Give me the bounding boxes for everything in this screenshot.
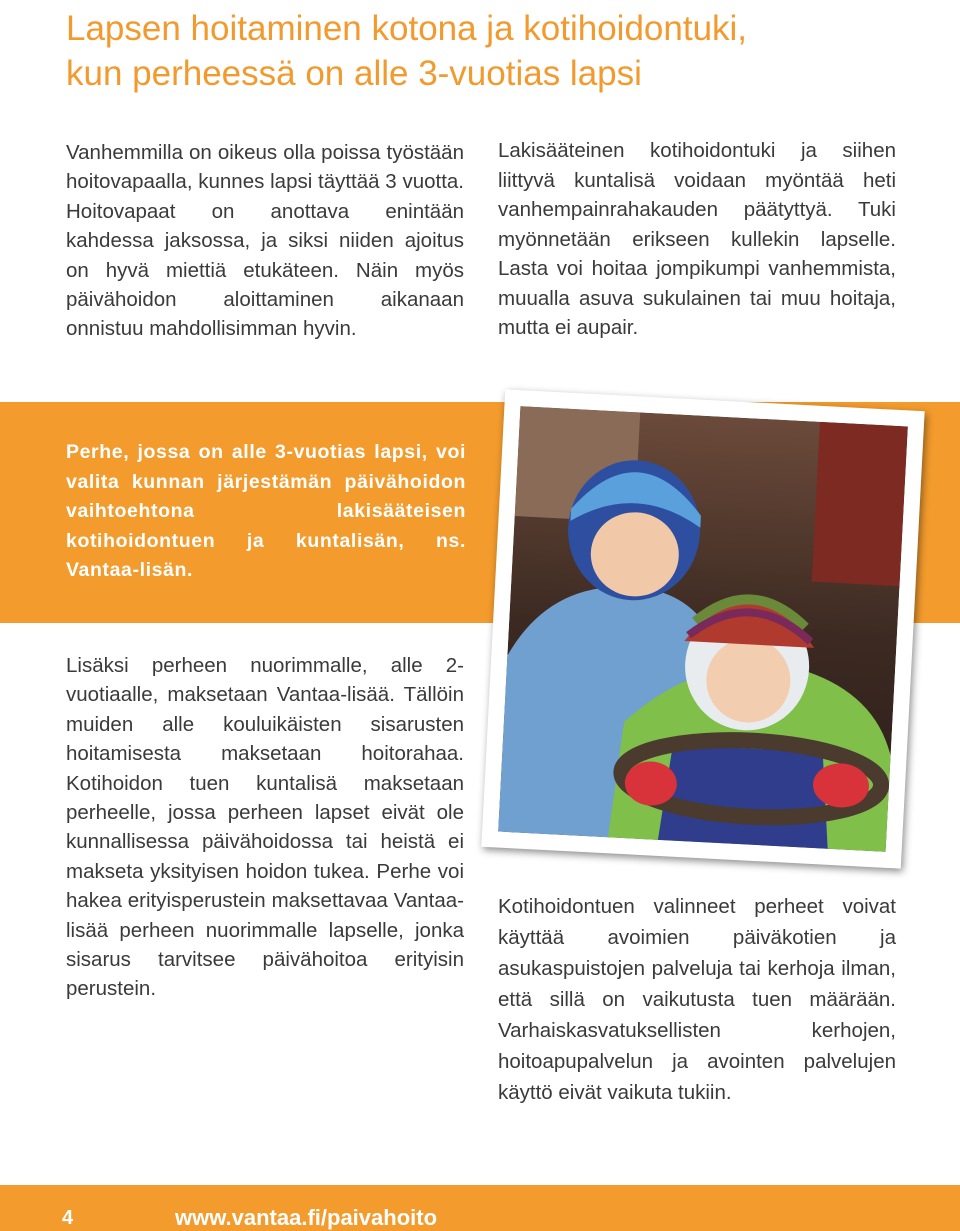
paragraph-hoitovapaa: Vanhemmilla on oikeus olla poissa työstään hoitovapaalla, kunnes lapsi täyttää 3 vuotta. Hoitovapaat on anottava enintään kahdessa jaksossa, ja siksi niiden ajoitus on hyvä miettiä etukäteen. Näin myös päivähoidon aloittaminen aikanaan onnistuu mahdollisimman hyvin.	[66, 141, 464, 341]
page-number: 4	[62, 1207, 74, 1229]
children-photo-image	[498, 406, 908, 852]
page-title	[66, 6, 936, 96]
children-photo	[481, 389, 924, 868]
page-title-line-2: kun perheessä on alle 3-vuotias lapsi	[66, 54, 642, 93]
paragraph-avoimet-palvelut: Kotihoidontuen valinneet perheet voivat käyttää avoimien päiväkotien ja asukaspuistojen palveluja tai kerhoja ilman, että sillä on vaikutusta tuen määrään. Varhaiskasvatuksellisten kerhojen, hoitoapupalvelun ja avointen palvelujen käyttö eivät vaikuta tukiin.	[498, 895, 896, 1104]
paragraph-kotihoidontuki: Lakisääteinen kotihoidontuki ja siihen liittyvä kuntalisä voidaan myöntää heti vanhempainrahakauden päätyttyä. Tuki myönnetään erikseen kullekin lapselle. Lasta voi hoitaa jompikumpi vanhemmista, muualla asuva sukulainen tai muu hoitaja, mutta ei aupair.	[498, 139, 896, 339]
paragraph-vantaa-lisa: Lisäksi perheen nuorimmalle, alle 2-vuotiaalle, maksetaan Vantaa-lisää. Tällöin muiden alle kouluikäisten sisarusten hoitamisesta maksetaan hoitorahaa. Kotihoidon tuen kuntalisä maksetaan perheelle, jossa perheen lapset eivät ole kunnallisessa päivähoidossa tai heistä ei makseta yksityisen hoidon tukea. Perhe voi hakea erityisperustein maksettavaa Vantaa-lisää perheen nuorimmalle lapselle, jonka sisarus tarvitsee päivähoitoa erityisin perustein.	[66, 654, 464, 1001]
highlight-text: Perhe, jossa on alle 3-vuotias lapsi, voi valita kunnan järjestämän päivähoidon vaihtoehtona lakisääteisen kotihoidontuen ja kuntalisän, ns. Vantaa-lisän.	[66, 441, 466, 581]
website-link[interactable]: www.vantaa.fi/paivahoito	[175, 1205, 438, 1230]
footer-band	[0, 1185, 960, 1231]
page-title-line-1: Lapsen hoitaminen kotona ja kotihoidontuki,	[66, 9, 748, 48]
